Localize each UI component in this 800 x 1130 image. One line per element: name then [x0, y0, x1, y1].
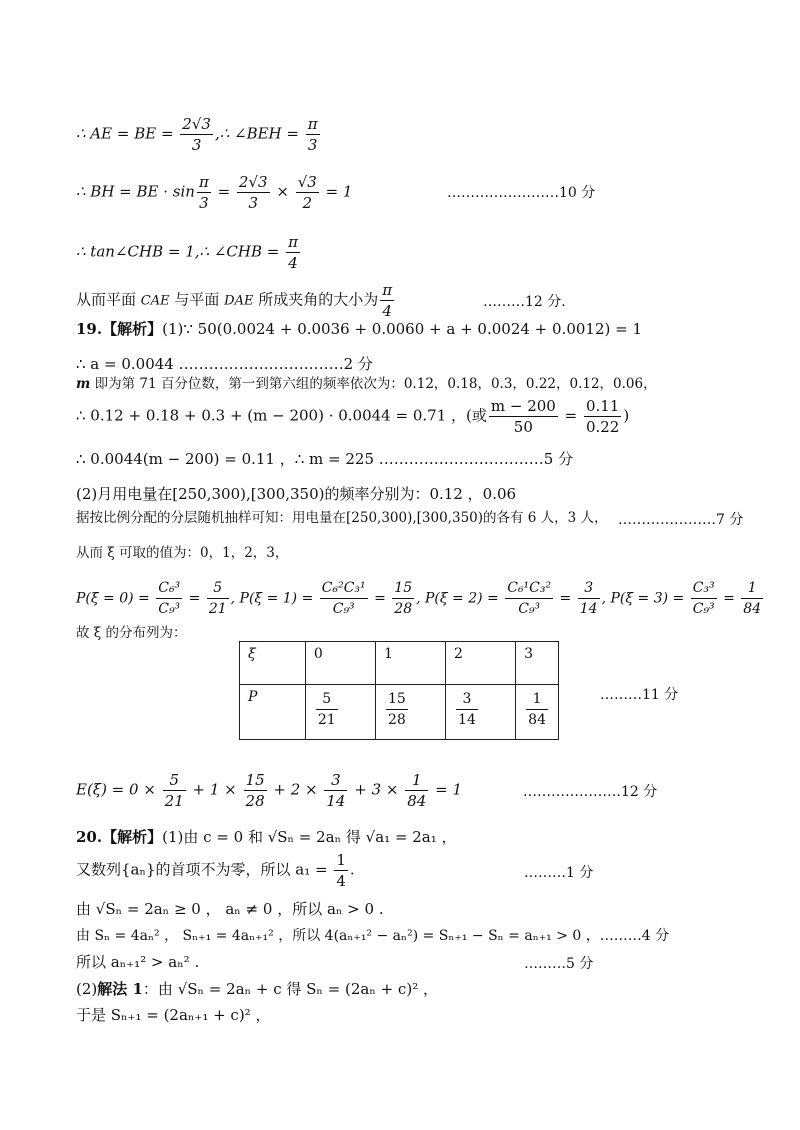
table-row	[240, 685, 559, 740]
q19-line-7: 据按比例分配的分层随机抽样可知：用电量在[250,300),[300,350)的各有 6 人，3 人，	[76, 510, 608, 526]
q20-line-4: 由 Sₙ = 4aₙ² ， Sₙ₊₁ = 4aₙ₊₁² ，所以 4(aₙ₊₁² − aₙ²) = Sₙ₊₁ − Sₙ = aₙ₊₁ > 0 ，………4 分	[76, 928, 670, 944]
fraction: $\frac{3}{14}$	[579, 580, 598, 617]
fraction: $\frac{1}{84}$	[528, 691, 546, 728]
q20-line-3: 由 √Sₙ = 2aₙ ≥ 0 ， aₙ ≠ 0 ，所以 aₙ > 0 .	[76, 900, 384, 918]
fraction: $\frac{3}{14}$	[326, 771, 346, 810]
fraction: $\frac{3}{14}$	[458, 691, 476, 728]
fraction: $\frac{1}{4}$	[336, 851, 346, 890]
fraction: $\frac{5}{21}$	[208, 580, 227, 617]
line-tan-chb: ∴ tan∠CHB = 1,∴ ∠CHB = $\frac{\pi}{4}$	[76, 233, 298, 272]
fraction: $\frac{\text{C₆³}}{\text{C₉³}}$	[158, 580, 181, 617]
table-cell	[446, 685, 516, 740]
table-row	[240, 642, 559, 685]
q20-line-2: 又数列{aₙ}的首项不为零，所以 a₁ = $\frac{1}{4}$ .	[76, 851, 355, 890]
q19-line-2: ∴ a = 0.0044 ……………………………2 分	[76, 355, 373, 373]
fraction: $\frac{15}{28}$	[387, 691, 406, 728]
table-cell	[305, 685, 375, 740]
fraction: $\frac{1}{84}$	[743, 580, 762, 617]
question-number: 19.【解析】	[76, 320, 163, 338]
table-cell	[516, 685, 559, 740]
distribution-caption: 故 ξ 的分布列为：	[76, 625, 187, 641]
q19-line-4: ∴ 0.12 + 0.18 + 0.3 + (m − 200) · 0.0044 = 0.71 ，(或 $\frac{m - 200}{50}$ = $\frac{0.11}{0.22}$ )	[76, 397, 630, 436]
score-mark: ………12 分.	[483, 294, 566, 310]
fraction: $\frac{2√3}{3}$	[238, 173, 268, 212]
q19-line-3: m 即为第 71 百分位数，第一到第六组的频率依次为：0.12，0.18，0.3，0.22，0.12，0.06，	[76, 376, 657, 392]
table-cell: ξ	[240, 642, 306, 685]
q20-line-5: 所以 aₙ₊₁² > aₙ² .	[76, 953, 200, 971]
method-label: 解法 1	[97, 980, 143, 998]
fraction: $\frac{5}{21}$	[317, 691, 336, 728]
table-cell: 2	[446, 642, 516, 685]
fraction: $\frac{0.11}{0.22}$	[585, 397, 620, 436]
probability-line: P(ξ = 0) = $\frac{\text{C₆³}}{\text{C₉³}}$ = $\frac{5}{21}$ , P(ξ = 1) = $\frac{\text{C₆²C₃¹}}{\text{C₉³}}$ = $\frac{15}{28}$ , P(ξ = 2) = $\frac{\text{C₆¹C₃²}}{\text{C₉³}}$ = $\frac{3}{14}$ , P(ξ = 3) = $\frac{\text{C₃³}}{\text{C₉³}}$ = $\frac{1}{84}$	[76, 580, 762, 617]
q19-line-8: 从而 ξ 可取的值为：0，1，2，3，	[76, 545, 289, 561]
fraction: $\frac{√3}{2}$	[297, 173, 317, 212]
table-cell: P	[240, 685, 306, 740]
expectation-line: E(ξ) = 0 × $\frac{5}{21}$ + 1 × $\frac{15}{28}$ + 2 × $\frac{3}{14}$ + 3 × $\frac{1}{84}$ = 1	[76, 771, 462, 810]
fraction: $\frac{m - 200}{50}$	[490, 397, 556, 436]
table-cell: 1	[375, 642, 445, 685]
q19-line-6: (2)月用电量在[250,300),[300,350)的频率分别为：0.12 ，0.06	[76, 485, 517, 503]
q20-line-1: 20.【解析】(1)由 c = 0 和 √Sₙ = 2aₙ 得 √a₁ = 2a₁ ，	[76, 828, 457, 846]
fraction: $\frac{\pi}{3}$	[307, 115, 318, 154]
fraction: $\frac{\text{C₃³}}{\text{C₉³}}$	[692, 580, 715, 617]
fraction: $\frac{\pi}{4}$	[382, 281, 393, 320]
question-number: 20.【解析】	[76, 828, 163, 846]
score-mark: ………11 分	[600, 687, 679, 703]
score-mark: ………1 分	[524, 865, 594, 881]
score-mark: ………5 分	[524, 956, 594, 972]
fraction: $\frac{2√3}{3}$	[182, 115, 211, 154]
q20-line-6: (2)解法 1：由 √Sₙ = 2aₙ + c 得 Sₙ = (2aₙ + c)² ，	[76, 980, 438, 998]
line-ae-be: ∴ AE = BE = $\frac{2√3}{3}$ ,∴ ∠BEH = $\frac{\pi}{3}$	[76, 115, 318, 154]
fraction: $\frac{\pi}{3}$	[198, 173, 209, 212]
distribution-table	[239, 641, 559, 740]
fraction: $\frac{\text{C₆²C₃¹}}{\text{C₉³}}$	[321, 580, 366, 617]
fraction: $\frac{\text{C₆¹C₃²}}{\text{C₉³}}$	[507, 580, 552, 617]
fraction: $\frac{5}{21}$	[164, 771, 184, 810]
score-mark: ……………………10 分	[447, 185, 596, 201]
fraction: $\frac{15}{28}$	[394, 580, 413, 617]
line-bh: ∴ BH = BE · sin $\frac{\pi}{3}$ = $\frac{2√3}{3}$ × $\frac{√3}{2}$ = 1	[76, 173, 353, 212]
fraction: $\frac{1}{84}$	[407, 771, 427, 810]
line-dihedral-angle: 从而平面 CAE 与平面 DAE 所成夹角的大小为 $\frac{\pi}{4}$	[76, 281, 393, 320]
fraction: $\frac{\pi}{4}$	[288, 233, 298, 272]
q19-line-1: 19.【解析】(1)∵ 50(0.0024 + 0.0036 + 0.0060 + a + 0.0024 + 0.0012) = 1	[76, 320, 642, 338]
table-cell	[375, 685, 445, 740]
fraction: $\frac{15}{28}$	[245, 771, 265, 810]
score-mark: …………………7 分	[618, 512, 744, 528]
score-mark: …………………12 分	[523, 784, 658, 800]
table-cell: 3	[516, 642, 559, 685]
q19-line-5: ∴ 0.0044(m − 200) = 0.11 ，∴ m = 225 ……………………………5 分	[76, 450, 574, 468]
q20-line-7: 于是 Sₙ₊₁ = (2aₙ₊₁ + c)² ，	[76, 1006, 271, 1024]
table-cell: 0	[305, 642, 375, 685]
